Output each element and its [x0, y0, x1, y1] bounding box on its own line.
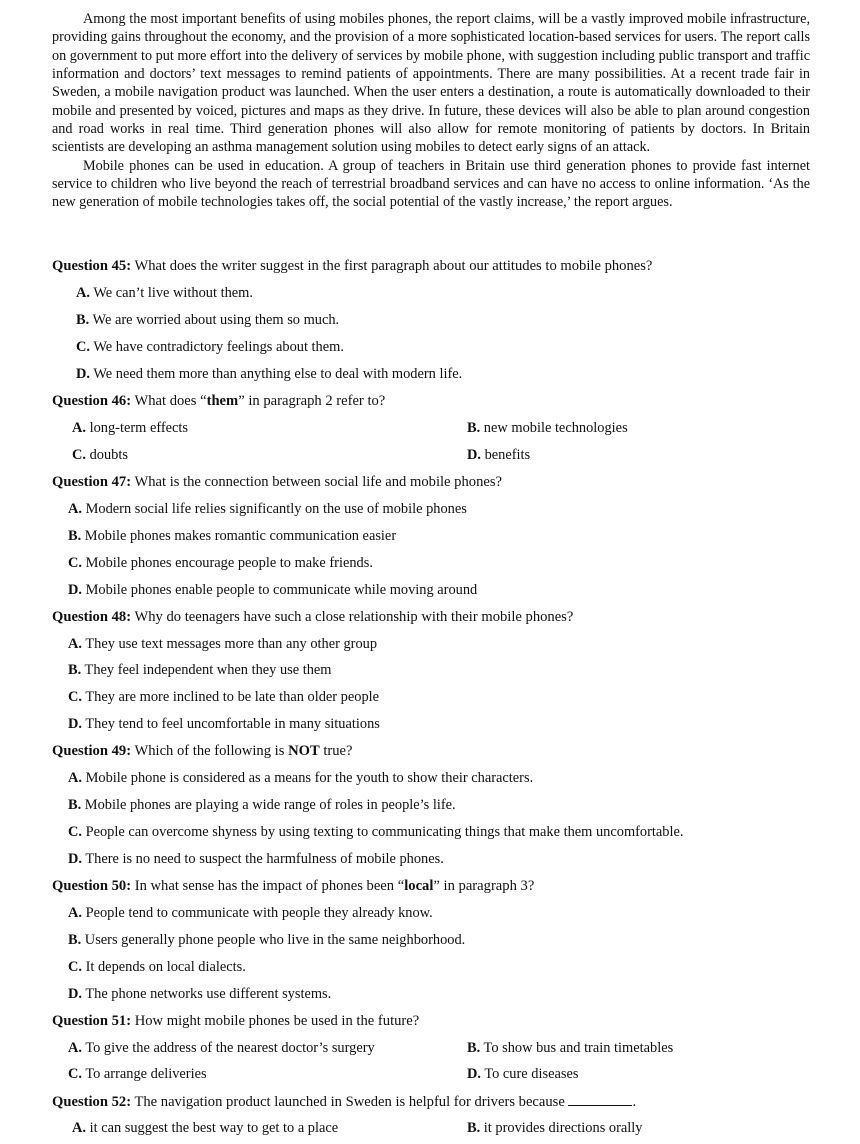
option-b: B. new mobile technologies — [467, 420, 628, 436]
question-label: Question 46: — [52, 393, 132, 409]
option-c: C. doubts — [72, 447, 128, 463]
question-48 — [52, 608, 573, 626]
option-d: D. The phone networks use different systems. — [68, 986, 332, 1002]
question-46: Question 46: What does “them” in paragraph 2 refer to? — [52, 393, 386, 409]
option-a: A. Modern social life relies significantly on the use of mobile phones — [68, 501, 467, 517]
passage-paragraph-2: Mobile phones can be used in education. A group of teachers in Britain use third generation phones to provide fast internet service to children who live beyond the reach of terrestrial broadband services and can have no access to online information. ‘As the new generation of mobile technologies takes off, the social potential of the vastly increase,’ the report argues. — [52, 157, 810, 211]
question-label: Question 49: — [52, 743, 132, 759]
question-50: Question 50: In what sense has the impact of phones been “local” in paragraph 3? — [52, 878, 535, 894]
option-d: D. They tend to feel uncomfortable in many situations — [68, 716, 380, 732]
question-49: Question 49: Which of the following is NOT true? — [52, 743, 353, 759]
passage-paragraph-1: Among the most important benefits of using mobiles phones, the report claims, will be a vastly improved mobile infrastructure, providing gains throughout the economy, and the provision of a more sophisticated location-based services for users. The report calls on government to put more effort into the delivery of services by mobile phone, with suggestion including public transport and traffic information and doctors’ text messages to remind patients of appointments. There are many possibilities. At a recent trade fair in Sweden, a mobile navigation product was launched. When the user enters a destination, a route is automatically downloaded to their mobile and presented by voiced, pictures and maps as they drive. In future, these devices will also be able to plan around congestion and road works in real time. Third generation phones will also allow for remote monitoring of patients by doctors. In Britain scientists are developing an asthma management solution using mobiles to detect early signs of an attack. — [52, 11, 810, 156]
question-label: Question 48: — [52, 609, 132, 625]
question-text: How might mobile phones be used in the future? — [131, 1013, 420, 1029]
option-c: C. It depends on local dialects. — [68, 959, 246, 975]
option-d: D. Mobile phones enable people to communicate while moving around — [68, 582, 478, 598]
option-a: A. long-term effects — [72, 420, 189, 436]
option-b: B. They feel independent when they use them — [68, 662, 332, 678]
option-d: D. benefits — [467, 447, 531, 463]
question-text: What is the connection between social life and mobile phones? — [131, 474, 503, 490]
emphasized-word: NOT — [288, 743, 320, 759]
question-label: Question 51: — [52, 1013, 132, 1029]
option-a: A. it can suggest the best way to get to a place — [72, 1120, 339, 1136]
emphasized-word: local — [404, 878, 434, 894]
answer-blank — [568, 1092, 632, 1106]
option-a: A. People tend to communicate with people they already know. — [68, 905, 433, 921]
question-label: Question 52: — [52, 1094, 132, 1110]
option-a: A. Mobile phone is considered as a means for the youth to show their characters. — [68, 770, 534, 786]
question-label: Question 50: — [52, 878, 132, 894]
question-45 — [52, 257, 652, 275]
option-c: C. Mobile phones encourage people to make friends. — [68, 555, 373, 571]
passage — [52, 10, 810, 212]
option-d: D. To cure diseases — [467, 1066, 579, 1082]
option-c: C. To arrange deliveries — [68, 1066, 207, 1082]
question-text: What does the writer suggest in the first paragraph about our attitudes to mobile phones? — [131, 258, 653, 274]
option-b: B. Mobile phones makes romantic communication easier — [68, 528, 397, 544]
option-b: B. Mobile phones are playing a wide range of roles in people’s life. — [68, 797, 456, 813]
question-label: Question 45: — [52, 258, 132, 274]
question-51 — [52, 1012, 419, 1030]
option-b: B. it provides directions orally — [467, 1120, 643, 1136]
question-52: Question 52: The navigation product launched in Sweden is helpful for drivers because . — [52, 1094, 637, 1110]
option-a: A. We can’t live without them. — [76, 285, 253, 301]
option-b: B. Users generally phone people who live in the same neighborhood. — [68, 932, 466, 948]
option-a: A. To give the address of the nearest doctor’s surgery — [68, 1040, 375, 1056]
question-text: Why do teenagers have such a close relationship with their mobile phones? — [131, 609, 574, 625]
option-d: D. There is no need to suspect the harmfulness of mobile phones. — [68, 851, 444, 867]
option-b: B. To show bus and train timetables — [467, 1040, 674, 1056]
question-text: The navigation product launched in Sweden is helpful for drivers because — [131, 1094, 569, 1110]
question-label: Question 47: — [52, 474, 132, 490]
option-d: D. We need them more than anything else to deal with modern life. — [76, 366, 463, 382]
option-c: C. They are more inclined to be late than older people — [68, 689, 380, 705]
option-c: C. We have contradictory feelings about them. — [76, 339, 344, 355]
option-b: B. We are worried about using them so much. — [76, 312, 340, 328]
emphasized-word: them — [206, 393, 239, 409]
option-c: C. People can overcome shyness by using texting to communicating things that make them uncomfortable. — [68, 824, 684, 840]
question-47 — [52, 473, 502, 491]
option-a: A. They use text messages more than any other group — [68, 636, 378, 652]
